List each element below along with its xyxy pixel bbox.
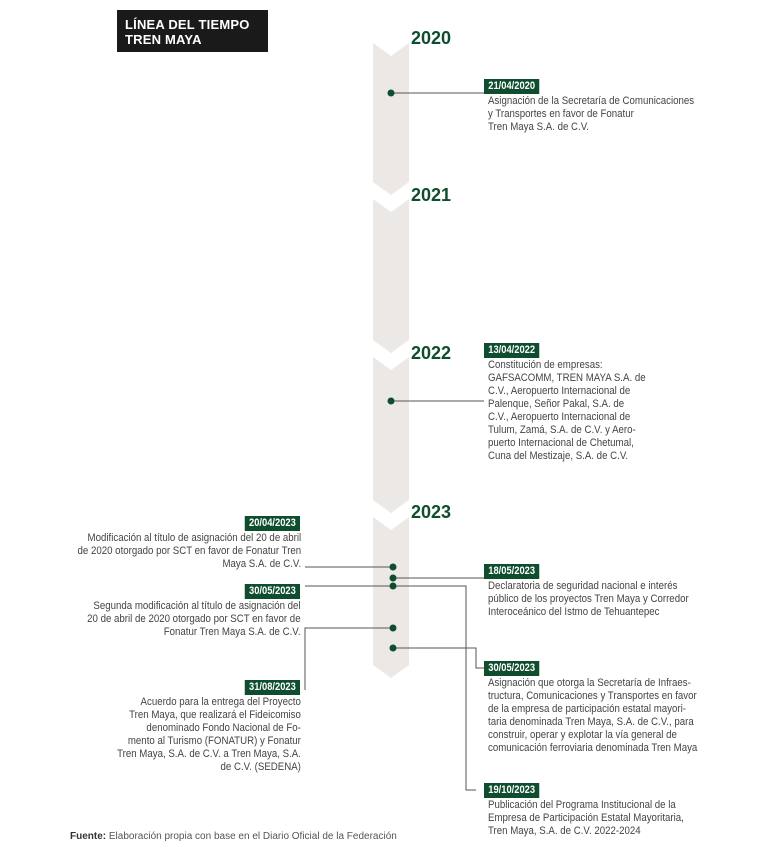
source-text: Elaboración propia con base en el Diario Oficial de la Federación (108, 831, 397, 842)
event-date-badge: 31/08/2023 (245, 680, 300, 695)
event-line: mento al Turismo (FONATUR) y Fonatur (127, 735, 301, 747)
event-line: comunicación ferroviaria denominada Tren Maya (488, 742, 698, 754)
year-label-2023: 2023 (411, 502, 452, 522)
dot-30-05-2023-left (390, 583, 397, 590)
event-line: de 2020 otorgado por SCT en favor de Fonatur Tren (77, 545, 301, 557)
event-line: y Transportes en favor de Fonatur (488, 108, 634, 120)
timeline-title (117, 10, 268, 52)
event-line: de C.V. (SEDENA) (220, 761, 301, 773)
arrow-segment-2021 (373, 199, 409, 353)
arrow-segment-2022 (373, 357, 409, 513)
event-line: C.V., Aeropuerto Internacional de (488, 385, 631, 397)
dot-20-04-2023 (390, 564, 397, 571)
event-line: puerto Internacional de Chetumal, (488, 437, 634, 449)
event-line: Palenque, Señor Pakal, S.A. de (488, 398, 625, 410)
event-line: Asignación que otorga la Secretaría de Infraes- (488, 677, 691, 689)
event-line: Interoceánico del Istmo de Tehuantepec (488, 606, 660, 618)
arrow-segment-2020 (373, 43, 409, 195)
event-description (117, 696, 301, 774)
event-date-badge: 30/05/2023 (484, 661, 539, 676)
event-line: Asignación de la Secretaría de Comunicaciones (488, 95, 695, 107)
event-line: de la empresa de participación estatal mayori- (488, 703, 687, 715)
event-line: Fonatur Tren Maya S.A. de C.V. (164, 626, 301, 638)
event-description (488, 677, 697, 755)
event-line: construir, operar y explotar la vía general de (488, 729, 677, 741)
arrow-segment-2023 (373, 517, 409, 678)
event-description (488, 95, 694, 134)
event-line: taria denominada Tren Maya, S.A. de C.V., para (488, 716, 694, 728)
source-label: Fuente: (70, 831, 107, 842)
event-line: GAFSACOMM, TREN MAYA S.A. de (488, 372, 646, 384)
event-line: público de los proyectos Tren Maya y Corredor (488, 593, 689, 605)
event-line: Tren Maya, S.A. de C.V. 2022-2024 (488, 825, 641, 837)
event-line: Declaratoria de seguridad nacional e interés (488, 580, 678, 592)
year-label-2022: 2022 (411, 343, 452, 363)
event-date-badge: 13/04/2022 (484, 343, 539, 358)
event-description (88, 600, 301, 639)
event-line: Cuna del Mestizaje, S.A. de C.V. (488, 450, 629, 462)
timeline-arrow-segments (373, 43, 409, 678)
event-line: Acuerdo para la entrega del Proyecto (140, 696, 301, 708)
title-line-2: TREN MAYA (125, 32, 202, 47)
event-line: Modificación al título de asignación del 20 de abril (87, 532, 302, 544)
event-line: denominado Fondo Nacional de Fo- (146, 722, 301, 734)
dot-13-04-2022 (388, 398, 395, 405)
year-label-2021: 2021 (411, 185, 452, 205)
event-line: Tren Maya, que realizará el Fideicomiso (129, 709, 301, 721)
event-line: C.V., Aeropuerto Internacional de (488, 411, 631, 423)
title-line-1: LÍNEA DEL TIEMPO (125, 17, 250, 32)
event-line: Tren Maya S.A. de C.V. (488, 121, 589, 133)
dot-21-04-2020 (388, 90, 395, 97)
event-description (488, 580, 689, 619)
event-line: Tulum, Zamá, S.A. de C.V. y Aero- (488, 424, 636, 436)
event-line: Maya S.A. de C.V. (222, 558, 301, 570)
event-date-badge: 30/05/2023 (245, 584, 300, 599)
event-line: Tren Maya, S.A. de C.V. a Tren Maya, S.A. (117, 748, 301, 760)
event-line: Empresa de Participación Estatal Mayoritaria, (488, 812, 684, 824)
event-date-badge: 20/04/2023 (245, 516, 300, 531)
year-label-2020: 2020 (411, 28, 452, 48)
source-note (70, 831, 397, 842)
event-line: 20 de abril de 2020 otorgado por SCT en favor de (87, 613, 301, 625)
dot-18-05-2023 (390, 575, 397, 582)
dot-30-05-2023-right (390, 645, 397, 652)
event-line: Constitución de empresas: (488, 359, 603, 371)
event-description (488, 799, 684, 838)
event-line: Publicación del Programa Institucional de la (488, 799, 676, 811)
event-date-badge: 19/10/2023 (484, 783, 539, 798)
event-date-badge: 18/05/2023 (484, 564, 539, 579)
event-description (77, 532, 301, 571)
event-date-badge: 21/04/2020 (484, 79, 539, 94)
event-description (488, 359, 646, 463)
event-line: Segunda modificación al título de asignación del (93, 600, 301, 612)
event-line: tructura, Comunicaciones y Transportes en favor (488, 690, 697, 702)
dot-31-08-2023 (390, 625, 397, 632)
